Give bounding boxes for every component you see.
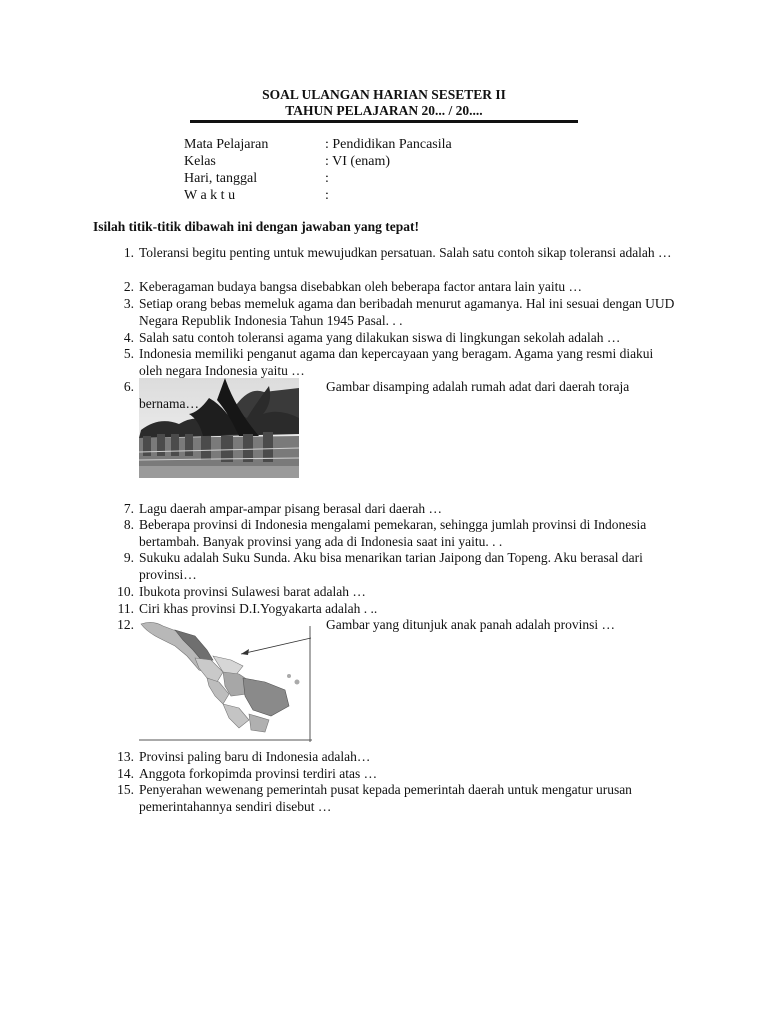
info-label: Kelas bbox=[184, 154, 216, 169]
info-label: Hari, tanggal bbox=[184, 171, 258, 186]
info-row-subject bbox=[184, 136, 452, 153]
toraja-house-photo-icon bbox=[139, 378, 299, 478]
question-text: Keberagaman budaya bangsa disebabkan oleh beberapa factor antara lain yaitu … bbox=[139, 279, 583, 294]
question-text: Ibukota provinsi Sulawesi barat adalah … bbox=[139, 584, 366, 599]
question-number: 5. bbox=[123, 346, 134, 361]
info-row-class bbox=[184, 153, 452, 170]
question-text: Anggota forkopimda provinsi terdiri atas … bbox=[139, 766, 378, 781]
question-text: Sukuku adalah Suku Sunda. Aku bisa menarikan tarian Jaipong dan Topeng. Aku berasal dari provinsi… bbox=[139, 550, 643, 582]
question-number: 14. bbox=[117, 766, 134, 781]
question-number: 11. bbox=[117, 601, 134, 616]
info-row-date bbox=[184, 170, 452, 187]
question-number: 7. bbox=[123, 501, 134, 516]
question-text: Lagu daerah ampar-ampar pisang berasal dari daerah … bbox=[139, 501, 442, 516]
question-text-line2: bernama… bbox=[139, 396, 199, 411]
question-number: 13. bbox=[117, 749, 134, 764]
question-text: Gambar yang ditunjuk anak panah adalah provinsi … bbox=[326, 617, 616, 632]
toraja-house-image bbox=[139, 378, 299, 478]
question-number: 4. bbox=[123, 330, 134, 345]
question-text: Provinsi paling baru di Indonesia adalah… bbox=[139, 749, 371, 764]
question-text: Gambar disamping adalah rumah adat dari daerah toraja bbox=[326, 379, 630, 394]
sumatra-map-image bbox=[139, 616, 312, 742]
question-text: Penyerahan wewenang pemerintah pusat kepada pemerintah daerah untuk mengatur urusan pemerintahannya sendiri disebut … bbox=[139, 782, 632, 814]
info-block bbox=[184, 136, 452, 204]
question-number: 15. bbox=[117, 782, 134, 797]
question-number: 6. bbox=[123, 379, 134, 394]
question-text: Setiap orang bebas memeluk agama dan beribadah menurut agamanya. Hal ini sesuai dengan UUD Negara Republik Indonesia Tahun 1945 Pasal. . . bbox=[139, 296, 675, 328]
info-label: W a k t u bbox=[184, 188, 236, 203]
question-text: Ciri khas provinsi D.I.Yogyakarta adalah . .. bbox=[139, 601, 378, 616]
info-value: : bbox=[325, 171, 329, 186]
question-number: 2. bbox=[123, 279, 134, 294]
info-row-time bbox=[184, 187, 452, 204]
question-number: 9. bbox=[123, 550, 134, 565]
info-label: Mata Pelajaran bbox=[184, 137, 269, 152]
question-text: Toleransi begitu penting untuk mewujudkan persatuan. Salah satu contoh sikap toleransi adalah … bbox=[139, 245, 672, 260]
title-line-2: TAHUN PELAJARAN 20... / 20.... bbox=[285, 103, 483, 118]
question-text: Indonesia memiliki penganut agama dan kepercayaan yang beragam. Agama yang resmi diakui oleh negara Indonesia yaitu … bbox=[139, 346, 654, 378]
page-title bbox=[190, 87, 578, 119]
question-text: Salah satu contoh toleransi agama yang dilakukan siswa di lingkungan sekolah adalah … bbox=[139, 330, 621, 345]
info-value: : Pendidikan Pancasila bbox=[325, 137, 452, 152]
instruction: Isilah titik-titik dibawah ini dengan jawaban yang tepat! bbox=[93, 219, 419, 234]
question-number: 8. bbox=[123, 517, 134, 532]
question-text: Beberapa provinsi di Indonesia mengalami pemekaran, sehingga jumlah provinsi di Indonesia bertambah. Banyak provinsi yang ada di Indonesia saat ini yaitu. . . bbox=[139, 517, 647, 549]
title-divider bbox=[190, 120, 578, 123]
info-value: : bbox=[325, 188, 329, 203]
sumatra-map-icon bbox=[139, 616, 312, 742]
question-number: 12. bbox=[117, 617, 134, 632]
info-value: : VI (enam) bbox=[325, 154, 391, 169]
question-number: 3. bbox=[123, 296, 134, 311]
question-number: 1. bbox=[123, 245, 134, 260]
title-line-1: SOAL ULANGAN HARIAN SESETER II bbox=[262, 87, 506, 102]
question-number: 10. bbox=[117, 584, 134, 599]
